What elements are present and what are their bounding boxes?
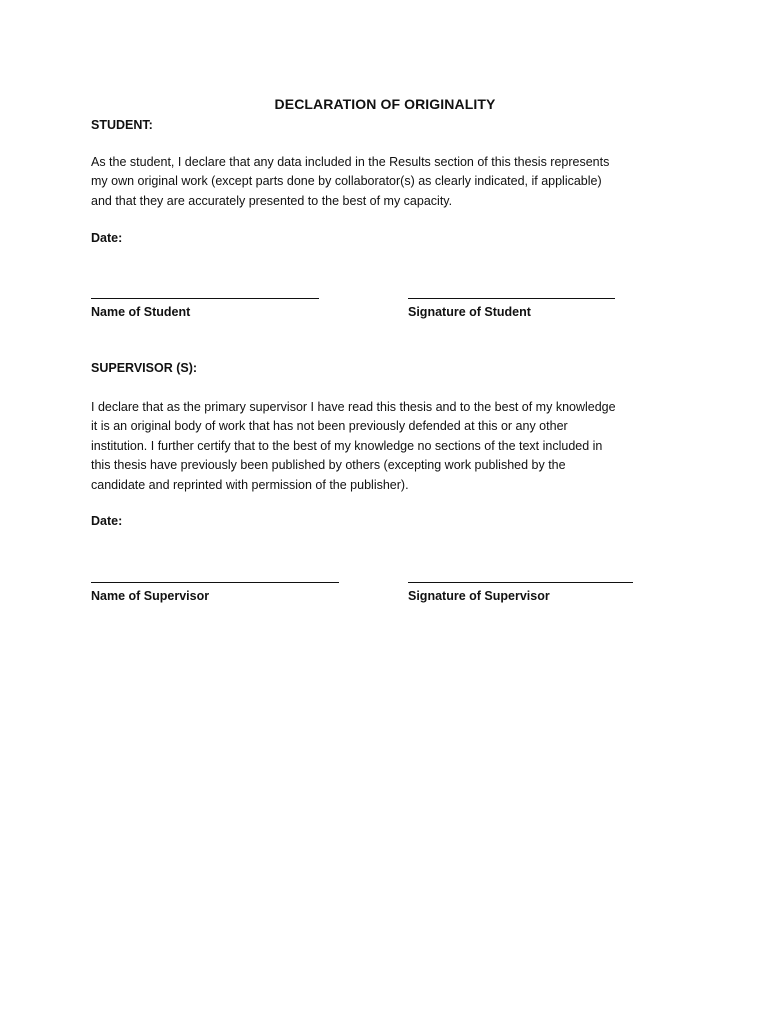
student-statement-line: my own original work (except parts done by collaborator(s) as clearly indicated, if applicable) [91,174,602,189]
supervisor-statement-line: candidate and reprinted with permission of the publisher). [91,477,409,492]
student-name-line [91,298,319,299]
supervisor-heading: SUPERVISOR (S): [91,361,198,375]
supervisor-statement-line: I declare that as the primary supervisor I have read this thesis and to the best of my knowledge [91,400,616,414]
supervisor-name-caption: Name of Supervisor [91,589,210,603]
student-statement-line: As the student, I declare that any data included in the Results section of this thesis represents [91,155,610,169]
supervisor-signature-line [408,582,633,583]
supervisor-statement-line: it is an original body of work that has not been previously defended at this or any other [91,419,568,434]
student-signature-line [408,298,615,299]
document-title: DECLARATION OF ORIGINALITY [274,96,496,112]
student-date-label: Date: [91,231,123,245]
supervisor-statement-line: institution. I further certify that to the best of my knowledge no sections of the text included in [91,438,603,453]
student-signature-caption: Signature of Student [408,305,531,319]
supervisor-statement [91,398,691,495]
student-statement [91,153,691,211]
supervisor-date-label: Date: [91,514,123,528]
student-heading: STUDENT: [91,118,153,132]
student-statement-line: and that they are accurately presented to the best of my capacity. [91,193,453,208]
supervisor-statement-line: this thesis have previously been published by others (excepting work published by the [91,458,566,473]
supervisor-signature-caption: Signature of Supervisor [408,589,550,603]
supervisor-name-line [91,582,339,583]
student-name-caption: Name of Student [91,305,191,319]
